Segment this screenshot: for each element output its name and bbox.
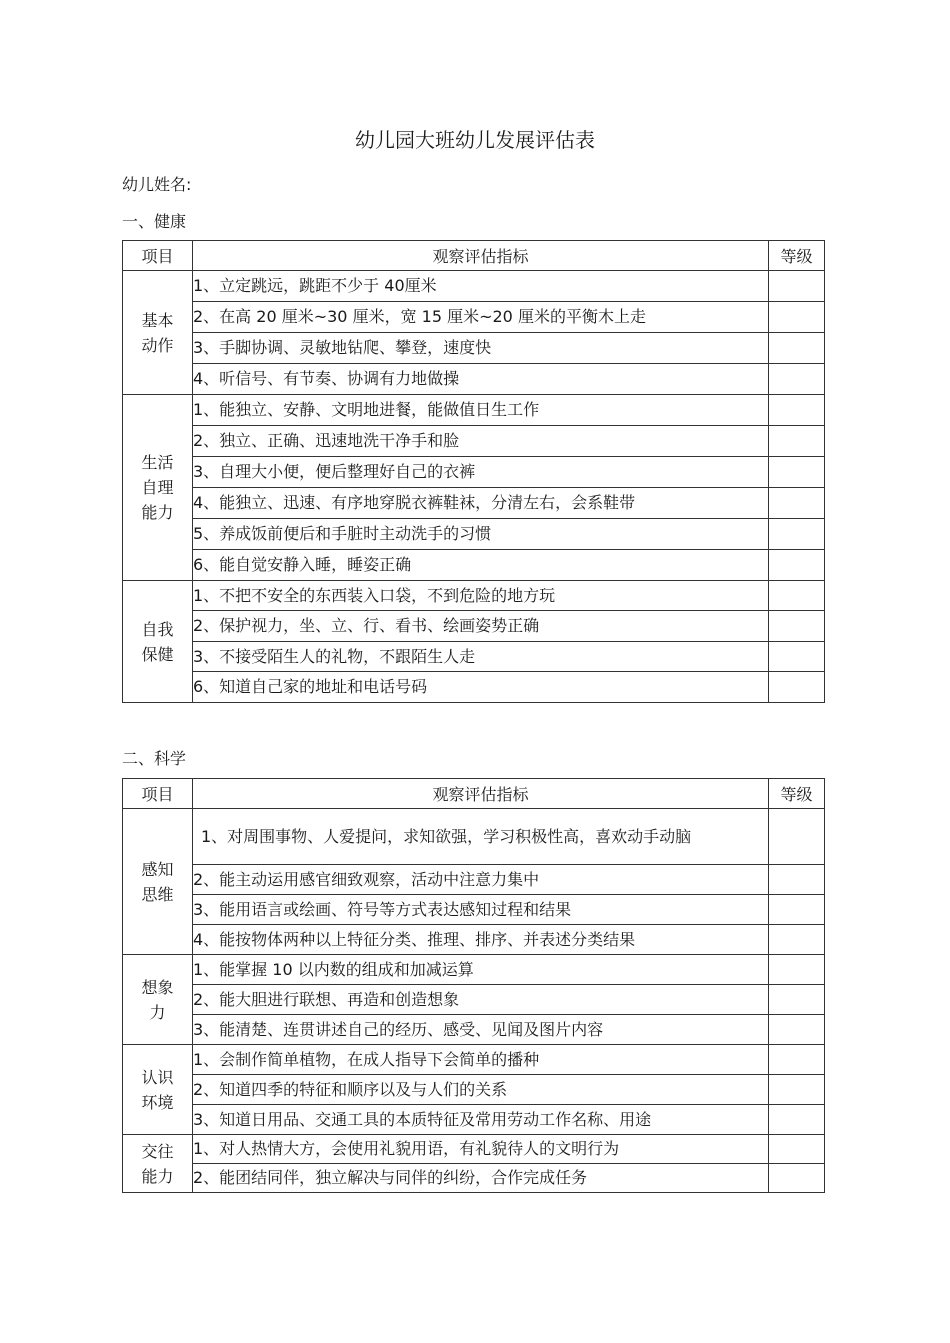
- indicator-cell: [193, 333, 769, 364]
- indicator-cell: [193, 955, 769, 985]
- table-row: [123, 611, 825, 642]
- grade-cell[interactable]: [769, 672, 825, 703]
- indicator-text: 4、听信号、有节奏、协调有力地做操: [193, 369, 460, 388]
- indicator-text: 1、能独立、安静、文明地进餐，能做值日生工作: [193, 400, 540, 419]
- table-row: [123, 1135, 825, 1164]
- table-row: [123, 1045, 825, 1075]
- table-row: [123, 1075, 825, 1105]
- category-cell: [123, 395, 193, 581]
- header-grade: 等级: [769, 241, 825, 271]
- indicator-cell: [193, 1075, 769, 1105]
- grade-cell[interactable]: [769, 1135, 825, 1164]
- grade-cell[interactable]: [769, 865, 825, 895]
- indicator-cell: [193, 488, 769, 519]
- grade-cell[interactable]: [769, 985, 825, 1015]
- indicator-text: 2、能大胆进行联想、再造和创造想象: [193, 989, 460, 1009]
- indicator-cell: [193, 426, 769, 457]
- indicator-text: 3、能用语言或绘画、符号等方式表达感知过程和结果: [193, 899, 572, 919]
- category-cell: [123, 1135, 193, 1193]
- indicator-text: 3、手脚协调、灵敏地钻爬、攀登，速度快: [193, 338, 492, 357]
- section-heading-science: 二、科学: [122, 749, 187, 768]
- grade-cell[interactable]: [769, 925, 825, 955]
- indicator-text: 6、知道自己家的地址和电话号码: [193, 677, 428, 696]
- grade-cell[interactable]: [769, 426, 825, 457]
- grade-cell[interactable]: [769, 519, 825, 550]
- table-row: [123, 581, 825, 611]
- header-item: 项目: [123, 241, 193, 271]
- grade-cell[interactable]: [769, 642, 825, 672]
- indicator-text: 1、能掌握 10 以内数的组成和加减运算: [193, 959, 474, 979]
- category-label: 感知: [141, 859, 174, 879]
- indicator-text: 2、能主动运用感官细致观察，活动中注意力集中: [193, 869, 540, 889]
- indicator-text: 2、能团结同伴，独立解决与同伴的纠纷，合作完成任务: [193, 1168, 588, 1187]
- table-row: [123, 642, 825, 672]
- indicator-cell: [193, 642, 769, 672]
- table-row: [123, 1015, 825, 1045]
- table-row: [123, 364, 825, 395]
- indicator-cell: [193, 611, 769, 642]
- table-row: [123, 550, 825, 581]
- indicator-text: 6、能自觉安静入睡，睡姿正确: [193, 555, 412, 574]
- indicator-cell: [193, 895, 769, 925]
- table-row: [123, 426, 825, 457]
- indicator-text: 1、对人热情大方，会使用礼貌用语，有礼貌待人的文明行为: [193, 1139, 620, 1158]
- category-label: 基本: [141, 310, 174, 330]
- indicator-cell: [193, 1105, 769, 1135]
- header-item: 项目: [123, 779, 193, 809]
- category-label: 动作: [141, 335, 174, 355]
- grade-cell[interactable]: [769, 1164, 825, 1193]
- indicator-cell: [193, 581, 769, 611]
- science-table: [122, 778, 825, 1193]
- indicator-text: 3、自理大小便，便后整理好自己的衣裤: [193, 462, 476, 481]
- category-label: 自我: [141, 619, 174, 639]
- indicator-text: 1、会制作简单植物，在成人指导下会简单的播种: [193, 1049, 540, 1069]
- table-row: [123, 865, 825, 895]
- indicator-cell: [193, 550, 769, 581]
- indicator-cell: [193, 1015, 769, 1045]
- grade-cell[interactable]: [769, 1075, 825, 1105]
- indicator-text: 1、对周围事物、人爱提问，求知欲强，学习积极性高，喜欢动手动脑: [201, 826, 692, 846]
- indicator-cell: [193, 364, 769, 395]
- table-row: [123, 333, 825, 364]
- table-row: [123, 488, 825, 519]
- grade-cell[interactable]: [769, 1105, 825, 1135]
- indicator-text: 4、能按物体两种以上特征分类、推理、排序、并表述分类结果: [193, 929, 636, 949]
- indicator-cell: [193, 1164, 769, 1193]
- category-cell: [123, 955, 193, 1045]
- grade-cell[interactable]: [769, 271, 825, 302]
- indicator-text: 2、知道四季的特征和顺序以及与人们的关系: [193, 1079, 508, 1099]
- table-row: [123, 1164, 825, 1193]
- table-row: [123, 302, 825, 333]
- indicator-cell: [193, 865, 769, 895]
- section-heading-health: 一、健康: [122, 212, 187, 231]
- table-row: [123, 925, 825, 955]
- indicator-text: 3、知道日用品、交通工具的本质特征及常用劳动工作名称、用途: [193, 1109, 652, 1129]
- health-table: [122, 240, 825, 703]
- grade-cell[interactable]: [769, 333, 825, 364]
- indicator-cell: [193, 271, 769, 302]
- indicator-text: 4、能独立、迅速、有序地穿脱衣裤鞋袜，分清左右，会系鞋带: [193, 493, 636, 512]
- category-cell: [123, 581, 193, 703]
- category-label: 认识: [141, 1067, 174, 1087]
- indicator-cell: [193, 1135, 769, 1164]
- category-label: 想象: [141, 977, 174, 997]
- indicator-cell: [193, 302, 769, 333]
- indicator-cell: [193, 809, 769, 865]
- grade-cell[interactable]: [769, 364, 825, 395]
- indicator-cell: [193, 672, 769, 703]
- category-label: 能力: [141, 1166, 174, 1186]
- table-row: [123, 955, 825, 985]
- indicator-cell: [193, 519, 769, 550]
- grade-cell[interactable]: [769, 1015, 825, 1045]
- table-row: [123, 1105, 825, 1135]
- category-label: 生活: [141, 453, 174, 472]
- category-cell: [123, 271, 193, 395]
- indicator-cell: [193, 925, 769, 955]
- grade-cell[interactable]: [769, 895, 825, 925]
- category-cell: [123, 1045, 193, 1135]
- category-label: 自理: [141, 478, 174, 497]
- indicator-text: 5、养成饭前便后和手脏时主动洗手的习惯: [193, 524, 492, 543]
- category-label: 能力: [141, 503, 174, 522]
- indicator-cell: [193, 457, 769, 488]
- header-indicator: 观察评估指标: [193, 779, 769, 809]
- header-grade: 等级: [769, 779, 825, 809]
- indicator-cell: [193, 1045, 769, 1075]
- grade-cell[interactable]: [769, 611, 825, 642]
- child-name-label: 幼儿姓名:: [122, 175, 192, 194]
- indicator-text: 1、不把不安全的东西装入口袋，不到危险的地方玩: [193, 585, 556, 605]
- grade-cell[interactable]: [769, 581, 825, 611]
- indicator-text: 3、不接受陌生人的礼物，不跟陌生人走: [193, 646, 476, 666]
- grade-cell[interactable]: [769, 1045, 825, 1075]
- category-label: 思维: [141, 884, 174, 904]
- grade-cell[interactable]: [769, 395, 825, 426]
- category-label: 环境: [141, 1092, 174, 1112]
- table-row: [123, 672, 825, 703]
- grade-cell[interactable]: [769, 488, 825, 519]
- table-row: [123, 395, 825, 426]
- indicator-text: 2、在高 20 厘米~30 厘米，宽 15 厘米~20 厘米的平衡木上走: [193, 307, 646, 326]
- indicator-text: 2、保护视力，坐、立、行、看书、绘画姿势正确: [193, 616, 540, 635]
- header-indicator: 观察评估指标: [193, 241, 769, 271]
- indicator-cell: [193, 985, 769, 1015]
- grade-cell[interactable]: [769, 302, 825, 333]
- category-label: 力: [149, 1002, 166, 1022]
- table-row: [123, 809, 825, 865]
- category-label: 保健: [141, 644, 174, 664]
- category-cell: [123, 809, 193, 955]
- grade-cell[interactable]: [769, 457, 825, 488]
- table-row: [123, 895, 825, 925]
- grade-cell[interactable]: [769, 955, 825, 985]
- page-title: 幼儿园大班幼儿发展评估表: [355, 128, 595, 152]
- category-label: 交往: [141, 1141, 174, 1161]
- indicator-cell: [193, 395, 769, 426]
- grade-cell[interactable]: [769, 809, 825, 865]
- indicator-text: 1、立定跳远，跳距不少于 40厘米: [193, 276, 437, 295]
- indicator-text: 3、能清楚、连贯讲述自己的经历、感受、见闻及图片内容: [193, 1019, 604, 1039]
- table-row: [123, 985, 825, 1015]
- table-row: [123, 271, 825, 302]
- table-row: [123, 457, 825, 488]
- grade-cell[interactable]: [769, 550, 825, 581]
- indicator-text: 2、独立、正确、迅速地洗干净手和脸: [193, 431, 460, 450]
- table-row: [123, 519, 825, 550]
